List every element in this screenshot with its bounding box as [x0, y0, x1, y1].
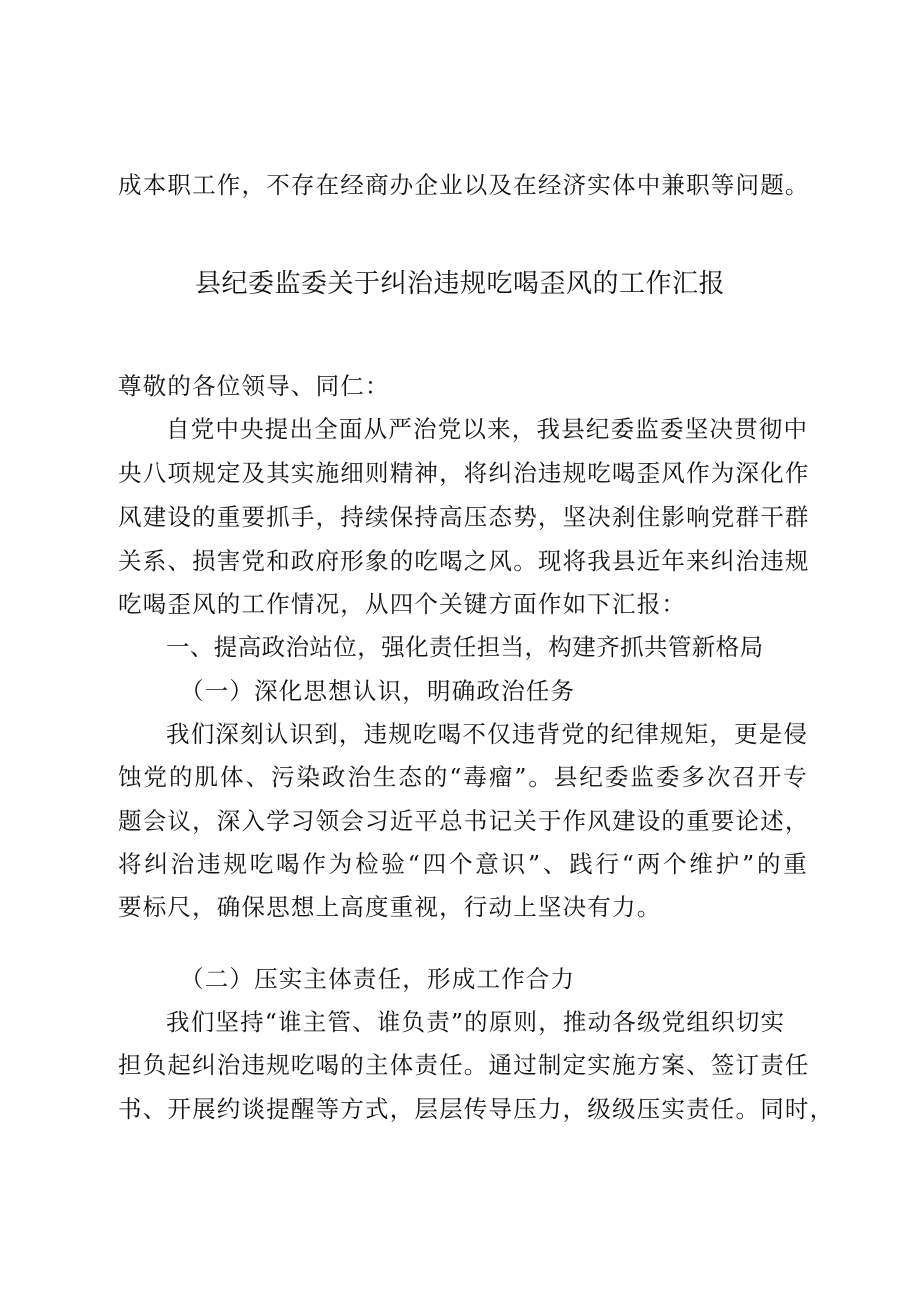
- paragraph-line: 我们深刻认识到，违规吃喝不仅违背党的纪律规矩，更是侵: [166, 720, 809, 748]
- subsection-heading: （二）压实主体责任，形成工作合力: [180, 965, 576, 993]
- continuation-line: 成本职工作，不存在经商办企业以及在经济实体中兼职等问题。: [118, 171, 810, 199]
- paragraph-line: 题会议，深入学习领会习近平总书记关于作风建设的重要论述，: [118, 807, 810, 835]
- intro-line: 吃喝歪风的工作情况，从四个关键方面作如下汇报：: [118, 590, 687, 618]
- document-title: 县纪委监委关于纠治违规吃喝歪风的工作汇报: [194, 269, 725, 299]
- intro-line: 自党中央提出全面从严治党以来，我县纪委监委坚决贯彻中: [166, 415, 809, 443]
- salutation: 尊敬的各位领导、同仁：: [118, 372, 390, 400]
- paragraph-line: 蚀党的肌体、污染政治生态的“毒瘤”。县纪委监委多次召开专: [118, 763, 808, 791]
- intro-line: 风建设的重要抓手，持续保持高压态势，坚决刹住影响党群干群: [118, 503, 810, 531]
- subsection-heading: （一）深化思想认识，明确政治任务: [180, 677, 576, 705]
- intro-line: 央八项规定及其实施细则精神，将纠治违规吃喝歪风作为深化作: [118, 459, 810, 487]
- paragraph-line: 要标尺，确保思想上高度重视，行动上坚决有力。: [118, 893, 662, 921]
- paragraph-line: 书、开展约谈提醒等方式，层层传导压力，级级压实责任。同时，: [118, 1095, 835, 1123]
- paragraph-line: 担负起纠治违规吃喝的主体责任。通过制定实施方案、签订责任: [118, 1051, 810, 1079]
- section-heading: 一、提高政治站位，强化责任担当，构建齐抓共管新格局: [166, 633, 764, 661]
- paragraph-line: 我们坚持“谁主管、谁负责”的原则，推动各级党组织切实: [166, 1008, 786, 1036]
- paragraph-line: 将纠治违规吃喝作为检验“四个意识”、践行“两个维护”的重: [118, 850, 808, 878]
- intro-line: 关系、损害党和政府形象的吃喝之风。现将我县近年来纠治违规: [118, 547, 810, 575]
